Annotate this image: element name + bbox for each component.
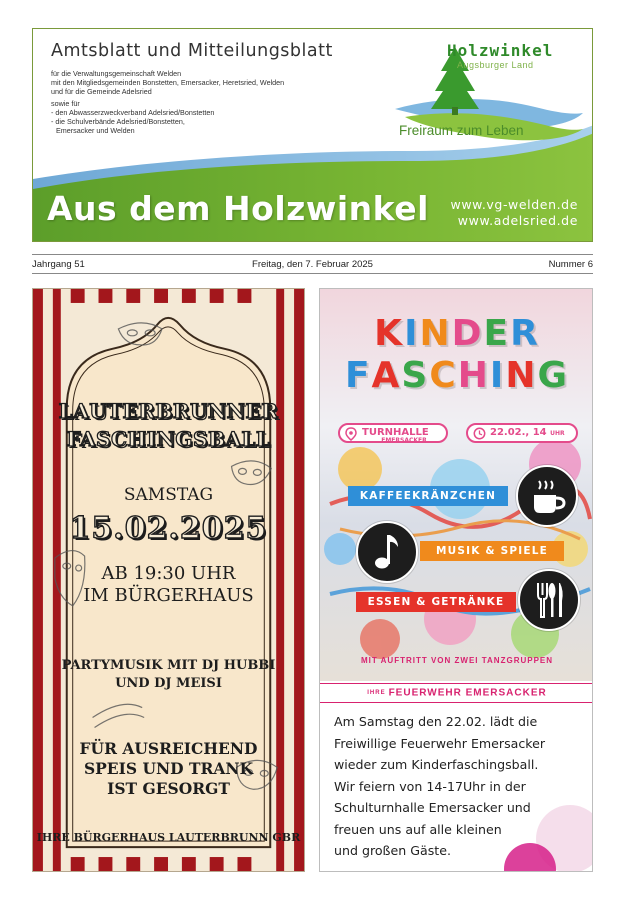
title-letter: I (404, 313, 420, 354)
subtitle-line: Emersacker und Welden (56, 126, 135, 135)
title-letter: S (401, 355, 430, 396)
banner-coffee: KAFFEEKRÄNZCHEN (348, 486, 508, 506)
masthead-urls (451, 197, 578, 229)
ball-food-line3: IST GESORGT (107, 779, 230, 798)
issue-date: Freitag, den 7. Februar 2025 (252, 259, 373, 270)
logo-name: Holzwinkel (447, 41, 554, 60)
ball-location: IM BÜRGERHAUS (83, 585, 254, 606)
title-letter: F (344, 355, 372, 396)
title-letter: C (429, 355, 458, 396)
organizer-line (320, 683, 593, 703)
ball-day: SAMSTAG (123, 485, 214, 505)
datetime-label: 22.02., 14 (490, 427, 547, 438)
logo-region: Augsburger Land (457, 60, 534, 70)
coffee-cup-icon (516, 465, 578, 527)
issue-volume: Jahrgang 51 (32, 259, 85, 270)
url-link[interactable]: www.vg-welden.de (450, 197, 578, 212)
subtitle-line: - die Schulverbände Adelsried/Bonstetten, (51, 117, 185, 126)
announcement-line: Am Samstag den 22.02. lädt die (334, 714, 538, 729)
title-letter: E (483, 313, 511, 354)
location-pin-icon (345, 427, 357, 441)
publication-title: Amtsblatt und Mitteilungsblatt (51, 41, 333, 61)
music-note-icon (356, 521, 418, 583)
location-label: TURNHALLE (362, 427, 429, 438)
ball-food-line2: SPEIS UND TRANK (83, 759, 254, 778)
ball-food-line1: FÜR AUSREICHEND (79, 739, 258, 758)
publication-subtitle (51, 69, 351, 135)
kinderfasching-poster (319, 288, 593, 872)
title-letter: G (537, 355, 570, 396)
title-letter: I (489, 355, 506, 396)
subtitle-line: für die Verwaltungsgemeinschaft Welden (51, 69, 182, 78)
datetime-pill (466, 423, 578, 443)
ball-date: 15.02.2025 (69, 511, 268, 546)
ball-music-line1: PARTYMUSIK MIT DJ HUBBI (61, 658, 276, 673)
subtitle-line: und für die Gemeinde Adelsried (51, 87, 152, 96)
performance-note: MIT AUFTRITT VON ZWEI TANZGRUPPEN (360, 656, 554, 665)
announcement-text (334, 711, 584, 862)
announcement-line: freuen uns auf alle kleinen (334, 821, 502, 837)
banner-music: MUSIK & SPIELE (420, 541, 564, 561)
title-letter: H (457, 355, 490, 396)
announcement-line: und großen Gäste. (334, 843, 451, 858)
masthead-main-title: Aus dem Holzwinkel (47, 189, 429, 228)
fasching-title (320, 355, 593, 396)
title-letter: A (371, 355, 402, 396)
location-pill (338, 423, 448, 443)
issue-info-bar (32, 254, 593, 274)
ball-time: AB 19:30 UHR (101, 563, 236, 584)
title-letter: N (419, 313, 452, 354)
announcement-line: Wir feiern von 14-17Uhr in der (334, 778, 526, 794)
url-link[interactable]: www.adelsried.de (457, 213, 578, 228)
title-letter: K (374, 313, 405, 354)
poster-confetti-area (320, 289, 593, 681)
ball-title-line1: LAUTERBRUNNER (58, 399, 279, 423)
faschingsball-poster (32, 288, 305, 872)
organizer-name: FEUERWEHR EMERSACKER (388, 687, 547, 699)
subtitle-line: - den Abwasserzweckverband Adelsried/Bonstetten (51, 108, 215, 117)
ball-music-line2: UND DJ MEISI (115, 676, 222, 691)
announcement-line: Schulturnhalle Emersacker und (334, 800, 531, 815)
datetime-suffix: UHR (550, 430, 565, 437)
kinder-title (320, 313, 593, 354)
ball-title-line2: FASCHINGSBALL (66, 427, 271, 451)
subtitle-line: sowie für (51, 99, 80, 108)
banner-food: ESSEN & GETRÄNKE (356, 592, 516, 612)
cutlery-icon (518, 569, 580, 631)
clock-icon (473, 427, 486, 440)
announcement-line: Freiwillige Feuerwehr Emersacker (334, 735, 546, 751)
announcement-line: wieder zum Kinderfaschingsball. (334, 757, 539, 772)
title-letter: D (451, 313, 484, 354)
logo-slogan: Freiraum zum Leben (399, 123, 524, 138)
organizer-prefix: IHRE (367, 690, 386, 696)
title-letter: N (505, 355, 538, 396)
ball-organizer: IHRE BÜRGERHAUS LAUTERBRUNN GBR (36, 831, 301, 844)
subtitle-line: mit den Mitgliedsgemeinden Bonstetten, Emersacker, Heretsried, Welden (51, 78, 285, 87)
issue-number: Nummer 6 (548, 259, 593, 270)
title-letter: R (510, 313, 540, 354)
location-sublabel: EMERSACKER (381, 437, 427, 444)
masthead (32, 28, 593, 242)
